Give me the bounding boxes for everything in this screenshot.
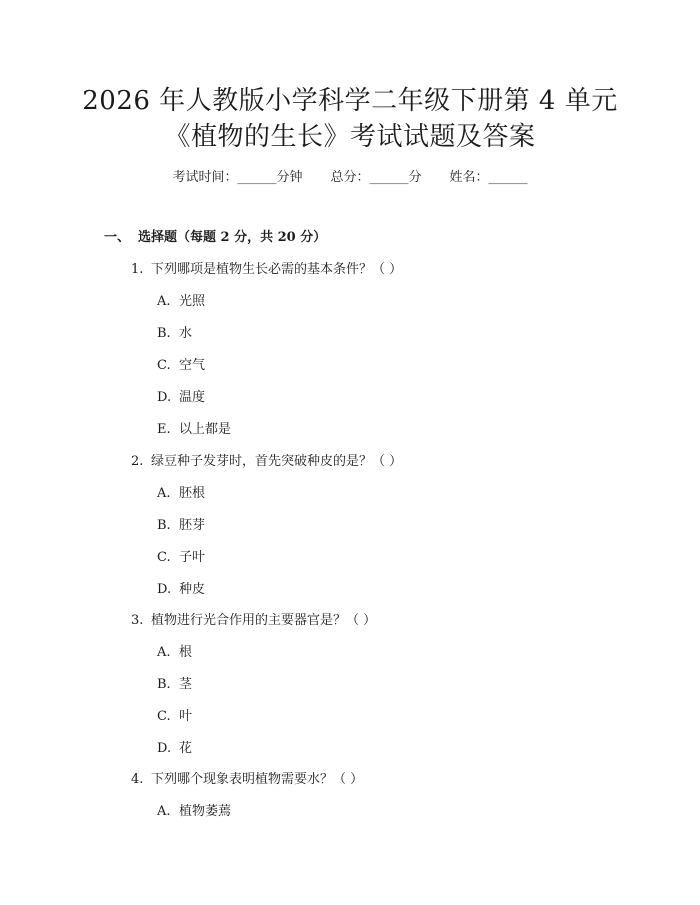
option-letter: B.: [157, 677, 171, 692]
option-item: [157, 292, 205, 312]
question-text: 绿豆种子发芽时，首先突破种皮的是？（ ）: [151, 454, 403, 469]
question-text: 下列哪个现象表明植物需要水？（ ）: [151, 772, 364, 787]
option-letter: A.: [157, 645, 171, 660]
option-item: [157, 675, 192, 695]
option-text: 温度: [179, 390, 206, 405]
option-letter: B.: [157, 518, 171, 533]
question-number: 3.: [131, 613, 144, 628]
option-item: [157, 388, 205, 408]
time-blank: ______: [237, 170, 277, 185]
option-letter: C.: [157, 550, 171, 565]
name-label: 姓名：: [449, 170, 489, 185]
option-letter: C.: [157, 358, 171, 373]
question-1: [131, 260, 402, 280]
option-item: [157, 802, 231, 822]
option-item: [157, 484, 205, 504]
name-blank: ______: [488, 170, 528, 185]
option-letter: A.: [157, 804, 171, 819]
page-title-line-2: 《植物的生长》考试试题及答案: [164, 122, 536, 152]
score-unit: 分: [408, 170, 422, 185]
option-letter: D.: [157, 582, 172, 597]
question-3: [131, 611, 376, 631]
score-blank: ______: [369, 170, 409, 185]
question-number: 2.: [131, 454, 144, 469]
option-text: 以上都是: [179, 422, 232, 437]
score-label: 总分：: [330, 170, 370, 185]
option-text: 种皮: [179, 582, 206, 597]
option-text: 花: [179, 741, 193, 756]
option-text: 空气: [179, 358, 206, 373]
option-letter: E.: [157, 422, 171, 437]
option-text: 子叶: [179, 550, 206, 565]
option-letter: D.: [157, 390, 172, 405]
option-text: 光照: [179, 294, 206, 309]
option-text: 叶: [179, 709, 193, 724]
question-4: [131, 770, 363, 790]
option-letter: B.: [157, 326, 171, 341]
section-title: 选择题（每题 2 分，共 20 分）: [138, 230, 327, 245]
question-2: [131, 452, 402, 472]
question-text: 植物进行光合作用的主要器官是？（ ）: [151, 613, 377, 628]
question-text: 下列哪项是植物生长必需的基本条件？（ ）: [151, 262, 403, 277]
question-number: 1.: [131, 262, 144, 277]
exam-info-line: [0, 168, 700, 188]
option-text: 茎: [179, 677, 193, 692]
option-item: [157, 516, 205, 536]
option-text: 植物萎蔫: [179, 804, 232, 819]
time-unit: 分钟: [276, 170, 303, 185]
section-heading: [104, 228, 326, 248]
question-number: 4.: [131, 772, 144, 787]
option-text: 胚根: [179, 486, 206, 501]
time-label: 考试时间：: [172, 170, 238, 185]
option-item: [157, 707, 192, 727]
option-item: [157, 420, 231, 440]
option-text: 根: [179, 645, 193, 660]
section-number: 一、: [104, 230, 131, 245]
option-letter: A.: [157, 486, 171, 501]
option-item: [157, 356, 205, 376]
option-item: [157, 643, 192, 663]
option-item: [157, 580, 205, 600]
option-item: [157, 739, 192, 759]
option-letter: C.: [157, 709, 171, 724]
option-item: [157, 548, 205, 568]
option-text: 胚芽: [179, 518, 206, 533]
option-letter: D.: [157, 741, 172, 756]
option-item: [157, 324, 192, 344]
option-text: 水: [179, 326, 193, 341]
option-letter: A.: [157, 294, 171, 309]
page-title-line-1: 2026 年人教版小学科学二年级下册第 4 单元: [82, 86, 618, 116]
